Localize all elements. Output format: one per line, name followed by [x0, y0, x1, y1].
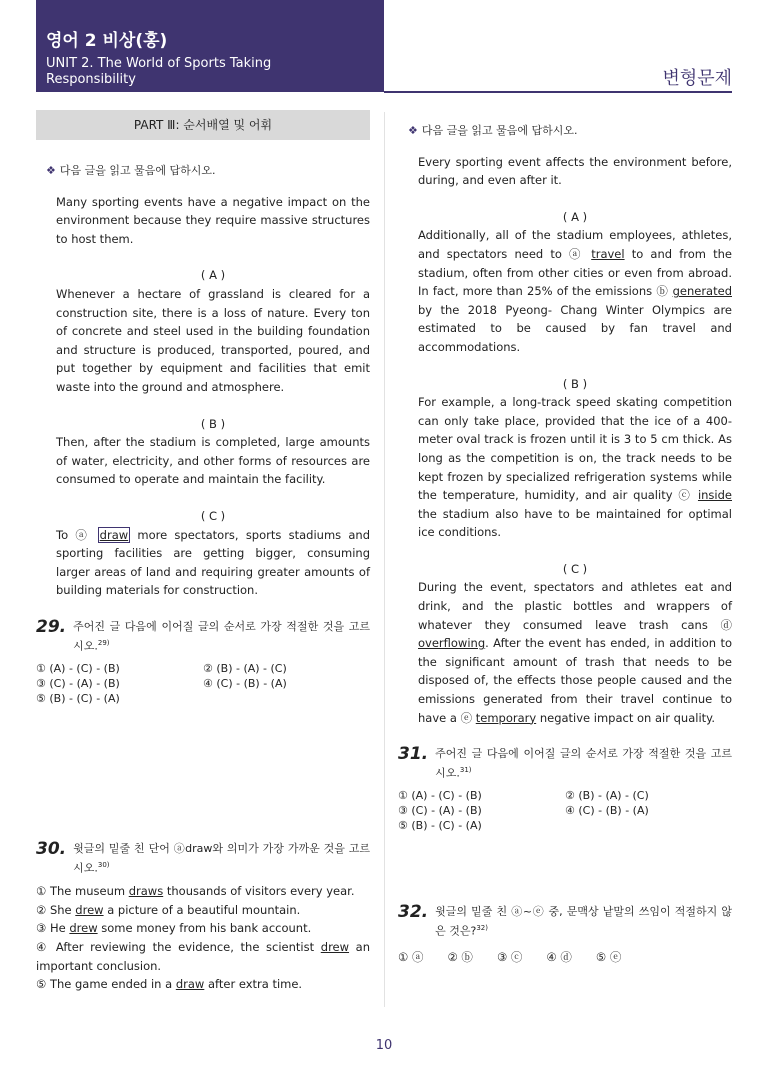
- option-2[interactable]: ② She drew a picture of a beautiful mountain.: [36, 902, 301, 917]
- passage-intro: Many sporting events have a negative impact on the environment because they require massive structures to host them.: [56, 194, 370, 246]
- underlined-b: generated: [672, 284, 732, 299]
- option-4[interactable]: ④ (C) - (B) - (A): [565, 803, 649, 817]
- question-text: 주어진 글 다음에 이어질 글의 순서로 가장 적절한 것을 고르시오.$^{29)}$: [73, 619, 370, 653]
- paragraph-a: Whenever a hectare of grassland is cleared for a construction site, there is a loss of nature. Every ton of concrete and steel used in the building foundation and structure is produced, transported, poured, and put together by equipment and facilities that emit waste into the ground and atmosphere.: [56, 286, 370, 394]
- underlined-draw: draw: [99, 527, 129, 542]
- section-label: 변형문제: [662, 68, 732, 89]
- question-number: 29.: [36, 616, 67, 637]
- passage-right: [398, 153, 732, 728]
- question-29: [36, 618, 370, 706]
- option-5[interactable]: ⑤ ⓔ: [595, 949, 622, 964]
- question-text: 윗글의 밑줄 친 단어 ⓐdraw와 의미가 가장 가까운 것을 고르시오.$^{30)}$: [73, 841, 370, 875]
- header-rule: [384, 91, 732, 93]
- paragraph-c: During the event, spectators and athletes eat and drink, and the plastic bottles and wrappers of whatever they consumed leave trash cans ⓓ overflowing. After the event has ended, in addition to the significant amount of trash that needs to be disposed of, the effects those people caused and the emissions generated from their travel continue to have a ⓔ temporary negative impact on air quality.: [418, 580, 732, 725]
- paragraph-c: To ⓐ draw more spectators, sports stadiums and sporting facilities are getting bigger, consuming larger areas of land and requiring greater amounts of building materials for construction.: [56, 527, 371, 598]
- label-a: ( A ): [200, 268, 226, 283]
- label-a: ( A ): [562, 209, 588, 224]
- underlined-c: inside: [697, 488, 732, 503]
- paragraph-b: For example, a long-track speed skating competition can only take place, provided that the ice of a 400-meter oval track is frozen until it is 3 to 5 cm thick. As long as the competition is on, the track needs to be kept frozen by specialized refrigeration systems while the temperature, humidity, and air quality ⓒ inside the stadium also have to be maintained for optimal ice conditions.: [418, 395, 732, 540]
- label-b: ( B ): [200, 416, 226, 431]
- option-1[interactable]: ① (A) - (C) - (B): [36, 661, 120, 675]
- option-5[interactable]: ⑤ (B) - (C) - (A): [36, 691, 120, 705]
- diamond-icon: ❖: [46, 164, 56, 177]
- question-text: 주어진 글 다음에 이어질 글의 순서로 가장 적절한 것을 고르시오.$^{31)}$: [435, 747, 732, 780]
- underlined-a: travel: [591, 246, 625, 261]
- option-4[interactable]: ④ ⓓ: [546, 949, 572, 964]
- option-3[interactable]: ③ ⓒ: [496, 949, 523, 964]
- option-2[interactable]: ② ⓑ: [447, 949, 473, 964]
- instruction-right: ❖ 다음 글을 읽고 물음에 답하시오.: [408, 124, 578, 137]
- answer-options: [36, 882, 370, 994]
- question-text: 윗글의 밑줄 친 ⓐ~ⓔ 중, 문맥상 낱말의 쓰임이 적절하지 않은 것은?$^{32)}$: [435, 904, 732, 938]
- book-title: 영어 2 비상(홍): [46, 31, 168, 51]
- question-30: [36, 840, 370, 994]
- unit-title-line2: Responsibility: [46, 72, 136, 87]
- left-column: [36, 110, 370, 994]
- passage-intro: Every sporting event affects the environment before, during, and even after it.: [418, 154, 732, 188]
- option-2[interactable]: ② (B) - (A) - (C): [565, 788, 649, 802]
- unit-title-line1: UNIT 2. The World of Sports Taking: [46, 56, 272, 71]
- right-column: [398, 122, 732, 966]
- label-c: ( C ): [562, 561, 588, 576]
- option-1[interactable]: ① (A) - (C) - (B): [398, 788, 482, 802]
- answer-options: [36, 661, 370, 706]
- option-4[interactable]: ④ (C) - (B) - (A): [203, 676, 287, 690]
- question-number: 31.: [398, 744, 429, 765]
- option-3[interactable]: ③ He drew some money from his bank account.: [36, 921, 312, 936]
- column-divider: [384, 112, 385, 1007]
- question-32: [398, 903, 732, 966]
- option-2[interactable]: ② (B) - (A) - (C): [203, 661, 287, 675]
- option-5[interactable]: ⑤ The game ended in a draw after extra time.: [36, 977, 303, 992]
- question-31: [398, 745, 732, 833]
- label-b: ( B ): [562, 376, 588, 391]
- option-1[interactable]: ① The museum draws thousands of visitors every year.: [36, 884, 355, 899]
- instruction-left: ❖ 다음 글을 읽고 물음에 답하시오.: [46, 164, 216, 177]
- underlined-e: temporary: [475, 710, 537, 725]
- header-banner: [36, 0, 384, 92]
- underlined-d: overflowing: [418, 636, 486, 651]
- answer-options: [398, 788, 732, 833]
- paragraph-a: Additionally, all of the stadium employees, athletes, and spectators need to ⓐ travel to and from the stadium, often from other cities or even from abroad. In fact, more than 25% of the emissions ⓑ generated by the 2018 Pyeong- Chang Winter Olympics are estimated to be caused by fan travel and accommodations.: [418, 228, 733, 354]
- page-number: 10: [375, 1038, 393, 1053]
- option-1[interactable]: ① ⓐ: [398, 949, 424, 964]
- paragraph-b: Then, after the stadium is completed, large amounts of water, electricity, and other forms of resources are consumed to operate and maintain the facility.: [56, 435, 370, 487]
- passage-left: [36, 193, 370, 600]
- question-number: 32.: [398, 901, 429, 922]
- diamond-icon: ❖: [408, 124, 418, 137]
- option-5[interactable]: ⑤ (B) - (C) - (A): [398, 818, 482, 832]
- option-3[interactable]: ③ (C) - (A) - (B): [398, 803, 482, 817]
- option-4[interactable]: ④ After reviewing the evidence, the scientist drew an important conclusion.: [36, 939, 370, 973]
- part-title: PART Ⅲ: 순서배열 및 어휘: [36, 110, 370, 140]
- question-number: 30.: [36, 838, 67, 859]
- answer-options: [398, 948, 732, 967]
- option-3[interactable]: ③ (C) - (A) - (B): [36, 676, 120, 690]
- label-c: ( C ): [200, 508, 226, 523]
